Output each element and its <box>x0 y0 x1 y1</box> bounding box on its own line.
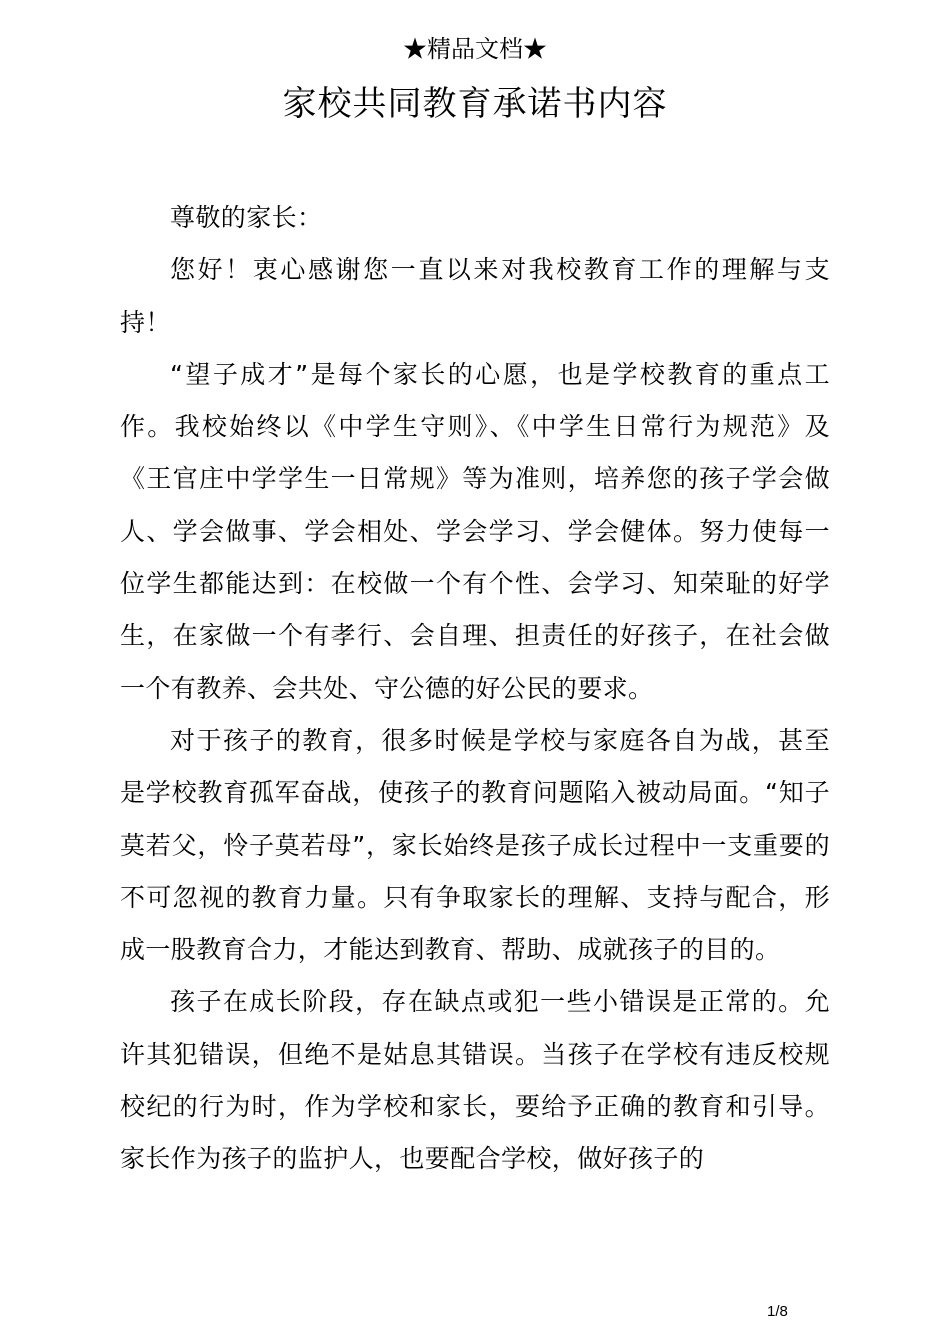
paragraph-student-mistakes: 孩子在成长阶段，存在缺点或犯一些小错误是正常的。允许其犯错误，但绝不是姑息其错误。当孩子在学校有违反校规校纪的行为时，作为学校和家长，要给予正确的教育和引导。家长作为孩子的监护人，也要配合学校，做好孩子的 <box>120 987 830 1174</box>
paragraph-home-school-cooperation: 对于孩子的教育，很多时候是学校与家庭各自为战，甚至是学校教育孤军奋战，使孩子的教育问题陷入被动局面。“知子莫若父，怜子莫若母”，家长始终是孩子成长过程中一支重要的不可忽视的教育力量。只有争取家长的理解、支持与配合，形成一股教育合力，才能达到教育、帮助、成就孩子的目的。 <box>120 725 830 965</box>
page-number: 1/8 <box>767 1303 788 1320</box>
paragraph-school-rules: “望子成才”是每个家长的心愿，也是学校教育的重点工作。我校始终以《中学生守则》、《中学生日常行为规范》及《王官庄中学学生一日常规》等为准则，培养您的孩子学会做人、学会做事、学会相处、学会学习、学会健体。努力使每一位学生都能达到：在校做一个有个性、会学习、知荣耻的好学生，在家做一个有孝行、会自理、担责任的好孩子，在社会做一个有教养、会共处、守公德的好公民的要求。 <box>120 359 830 703</box>
document-header: ★精品文档★ <box>403 35 547 63</box>
paragraph-greeting: 您好！衷心感谢您一直以来对我校教育工作的理解与支持！ <box>120 255 830 337</box>
document-body <box>120 192 830 1186</box>
salutation: 尊敬的家长： <box>170 203 323 232</box>
document-title: 家校共同教育承诺书内容 <box>282 84 668 124</box>
